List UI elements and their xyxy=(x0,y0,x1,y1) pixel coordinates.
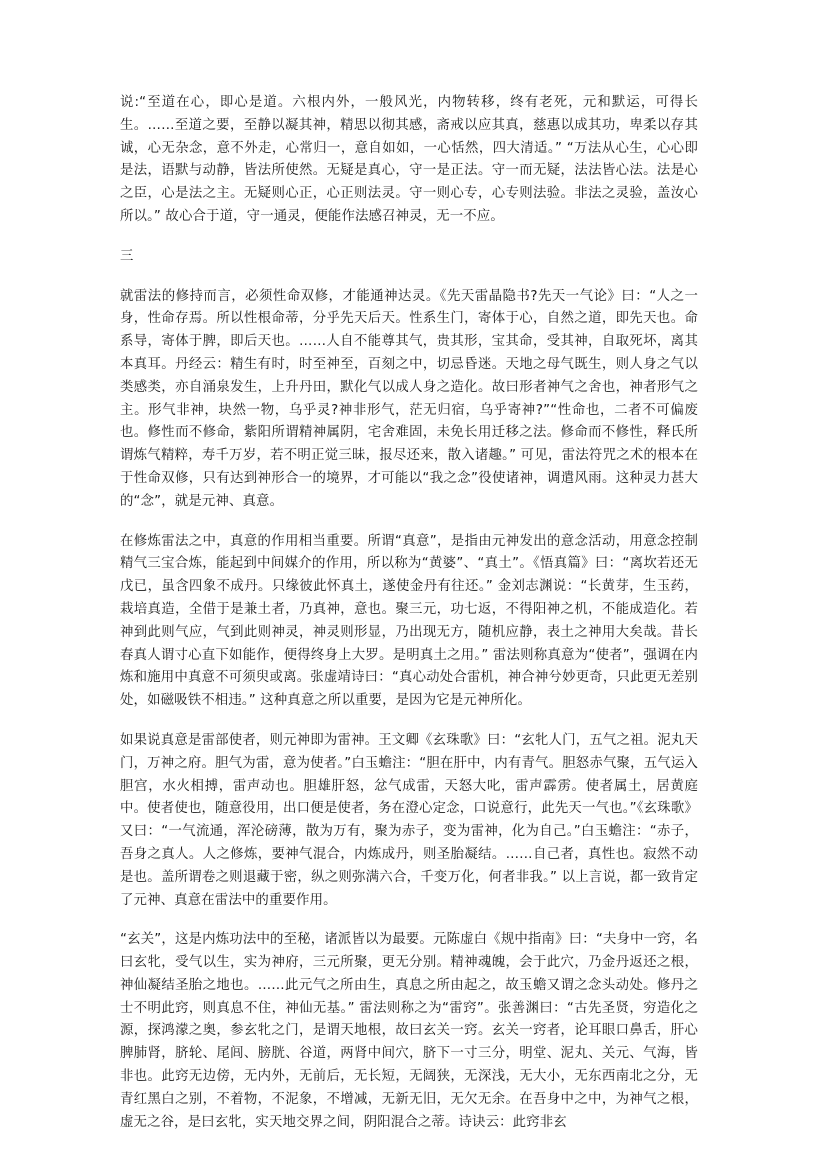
section-heading: 三 xyxy=(120,248,134,264)
paragraph-yuanshen: 如果说真意是雷部使者，则元神即为雷神。王文卿《玄珠歌》曰：“玄牝人门，五气之祖。泥丸天门，万神之府。胆气为雷，意为使者。”白玉蟾注：“胆在肝中，内有青气。胆怒赤气聚，五气运入胆宫，水火相搏，雷声动也。胆雄肝怒，忿气成雷，天怒大叱，雷声霹雳。使者属土，居黄庭中。使者使也，随意役用，出口便是使者，务在澄心定念，口说意行，此先天一气也。”《玄珠歌》又曰：“一气流通，浑沦磅薄，散为万有，聚为赤子，变为雷神，化为自己。”白玉蟾注：“赤子，吾身之真人。人之修炼，要神气混合，内炼成丹，则圣胎凝结。……自己者，真性也。寂然不动是也。盖所谓卷之则退藏于密，纵之则弥满六合，千变万化，何者非我。” 以上言说，都一致肯定了元神、真意在雷法中的重要作用。 xyxy=(120,732,698,908)
paragraph-xuanguan: “玄关”，这是内炼功法中的至秘，诸派皆以为最要。元陈虚白《规中指南》曰：“夫身中一窍，名曰玄牝，受气以生，实为神府，三元所聚，更无分别。精神魂魄，会于此穴，乃金丹返还之根，神仙凝结圣胎之地也。……此元气之所由生，真息之所由起之，故玉蟾又谓之念头动处。修丹之士不明此窍，则真息不住，神仙无基。” 雷法则称之为“雷窍”。张善渊曰：“古先圣贤，穷造化之源，探鸿濛之奥，参玄牝之门，是谓天地根，故曰玄关一窍。玄关一窍者，论耳眼口鼻舌，肝心脾肺肾，脐轮、尾闾、膀胱、谷道，两肾中间穴，脐下一寸三分，明堂、泥丸、关元、气海，皆非也。此窍无边傍，无内外，无前后，无长短，无阔狭，无深浅，无大小，无东西南北之分，无青红黑白之别，不着物，不泥象，不增减，无新无旧，无欠无余。在吾身中之中，为神气之根，虚无之谷，是曰玄牝，实天地交界之间，阴阳混合之蒂。诗诀云：此窍非玄 xyxy=(120,932,698,1130)
paragraph-xingming: 就雷法的修持而言，必须性命双修，才能通神达灵。《先天雷晶隐书?先天一气论》曰：“人之一身，性命存焉。所以性根命蒂，分乎先天后天。性系生门，寄体于心，自然之道，即先天也。命系导，寄体于脾，即后天也。……人自不能尊其气，贵其形，宝其命，受其神，自取死坏，离其本真耳。丹经云：精生有时，时至神至，百刻之中，切忌昏迷。天地之母气既生，则人身之气以类感类，亦自涌泉发生，上升丹田，默化气以成人身之造化。故曰形者神气之舍也，神者形气之主。形气非神，块然一物，乌乎灵?神非形气，茫无归宿，乌乎寄神?”“性命也，二者不可偏废也。修性而不修命，紫阳所谓精神属阴，宅舍难固，未免长用迁移之法。修命而不修性，释氏所谓炼气精粹，寿千万岁，若不明正觉三昧，报尽还来，散入诸趣。” 可见，雷法符咒之术的根本在于性命双修，只有达到神形合一的境界，才可能以“我之念”役使诸神，调遣风雨。这种灵力甚大的“念”，就是元神、真意。 xyxy=(120,288,698,509)
document-page xyxy=(120,92,698,1151)
paragraph-intro: 说:“至道在心，即心是道。六根内外，一般风光，内物转移，终有老死，元和默运，可得长生。……至道之要，至静以凝其神，精思以彻其感，斋戒以应其真，慈惠以成其功，卑柔以存其诚，心无杂念，意不外走，心常归一，意自如如，一心恬然，四大清适。” “万法从心生，心心即是法，语默与动静，皆法所使然。无疑是真心，守一是正法。守一而无疑，法法皆心法。法是心之臣，心是法之主。无疑则心正，心正则法灵。守一则心专，心专则法验。非法之灵验，盖汝心所以。” 故心合于道，守一通灵，便能作法感召神灵，无一不应。 xyxy=(120,95,698,224)
paragraph-zhenyi: 在修炼雷法之中，真意的作用相当重要。所谓“真意”，是指由元神发出的意念活动，用意念控制精气三宝合炼，能起到中间媒介的作用，所以称为“黄婆”、“真土”。《悟真篇》曰：“离坎若还无戊已，虽含四象不成丹。只缘彼此怀真土，遂使金丹有往还。” 金刘志渊说：“长黄芽，生玉药，栽培真造，全借于是兼土者，乃真神，意也。聚三元，功七返，不得阳神之机，不能成造化。若神到此则气应，气到此则神灵，神灵则形显，乃出现无方，随机应静，表土之神用大矣哉。昔长春真人谓寸心直下如能作，便得终身上大罗。是明真土之用。” 雷法则称真意为“使者”，强调在内炼和施用中真意不可须臾或离。张虚靖诗曰：“真心动处合雷机，神合神兮妙更奇，只此更无差别处，如磁吸铁不相违。” 这种真意之所以重要，是因为它是元神所化。 xyxy=(120,533,698,709)
